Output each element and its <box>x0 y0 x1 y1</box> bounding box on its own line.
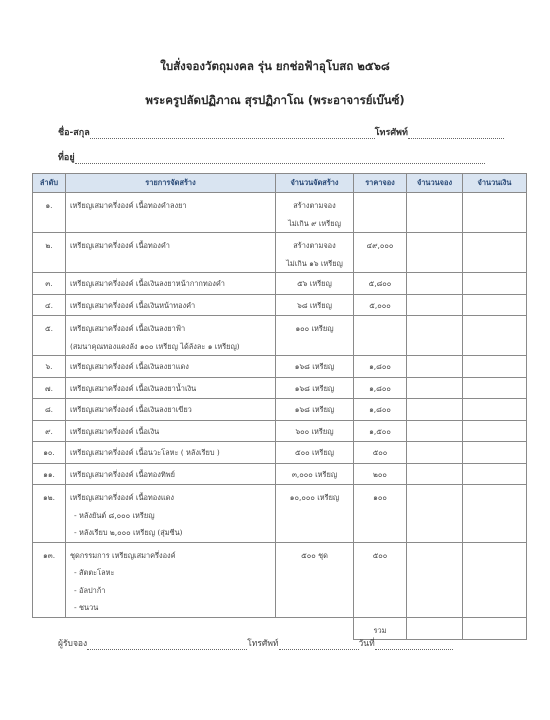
table-row <box>33 294 527 316</box>
row-number <box>33 420 66 442</box>
row-item-line: เหรียญเสมาครึ่งองค์ เนื้อเงินหน้าทองคำ <box>70 300 196 310</box>
row-quantity <box>276 233 354 273</box>
row-number <box>33 463 66 485</box>
row-amount-cell[interactable] <box>463 316 527 356</box>
row-quantity <box>276 294 354 316</box>
row-price <box>354 442 407 464</box>
row-number-text: ๑๓. <box>42 550 56 560</box>
row-item <box>66 542 276 617</box>
table-row <box>33 356 527 378</box>
row-item-line: - หลังเรียบ ๒,๐๐๐ เหรียญ (สุ่มซีน) <box>74 528 183 537</box>
row-item-line: - สัตตะโลหะ <box>74 568 115 577</box>
row-quantity-line: ๕๐๐ เหรียญ <box>295 448 334 457</box>
address-label: ที่อยู่ <box>58 153 75 163</box>
row-item <box>66 463 276 485</box>
row-quantity <box>276 399 354 421</box>
row-quantity-line: ๑๖๘ เหรียญ <box>294 362 335 371</box>
table-row <box>33 233 527 273</box>
table-row <box>33 442 527 464</box>
row-quantity-line: ไม่เกิน ๙ เหรียญ <box>288 218 341 228</box>
row-amount-cell[interactable] <box>463 542 527 617</box>
row-quantity <box>276 485 354 543</box>
row-price <box>354 356 407 378</box>
row-quantity-line: ๑๖๘ เหรียญ <box>294 383 335 393</box>
row-order-qty-cell[interactable] <box>407 273 463 295</box>
row-item-line: - ชนวน <box>74 603 99 612</box>
table-row <box>33 399 527 421</box>
row-item-line: เหรียญเสมาครึ่งองค์ เนื้อทองคำลงยา <box>70 201 187 210</box>
footer-row <box>58 636 453 650</box>
receiver-field[interactable] <box>87 640 247 650</box>
row-amount-cell[interactable] <box>463 463 527 485</box>
row-price <box>354 463 407 485</box>
row-order-qty-cell[interactable] <box>407 542 463 617</box>
row-quantity <box>276 377 354 399</box>
table-row <box>33 542 527 617</box>
row-number <box>33 399 66 421</box>
row-price-text: ๕๐๐ <box>372 448 388 457</box>
row-number-text: ๓. <box>45 279 53 288</box>
page-title: ใบสั่งจองวัตถุมงคล รุ่น ยกช่อฟ้าอุโบสถ ๒๕๖๘ <box>160 59 390 73</box>
row-order-qty-cell[interactable] <box>407 442 463 464</box>
total-amount-cell[interactable] <box>463 617 527 640</box>
row-number <box>33 193 66 233</box>
row-quantity <box>276 420 354 442</box>
row-number <box>33 542 66 617</box>
row-quantity-line: ๓,๐๐๐ เหรียญ <box>291 469 338 479</box>
row-item-line: (สมนาคุณทองแดงลัง ๑๐๐ เหรียญ ได้ลังละ ๑ เหรียญ) <box>70 341 240 351</box>
row-number-text: ๗. <box>45 383 53 393</box>
row-amount-cell[interactable] <box>463 377 527 399</box>
row-quantity-line: ๑๖๘ เหรียญ <box>294 405 335 414</box>
row-item <box>66 485 276 543</box>
row-order-qty-cell[interactable] <box>407 420 463 442</box>
row-quantity <box>276 316 354 356</box>
address-row <box>58 150 485 164</box>
row-amount-cell[interactable] <box>463 485 527 543</box>
row-amount-cell[interactable] <box>463 356 527 378</box>
row-price-text: ๕,๐๐๐ <box>369 300 391 310</box>
row-amount-cell[interactable] <box>463 233 527 273</box>
row-amount-cell[interactable] <box>463 442 527 464</box>
row-quantity <box>276 273 354 295</box>
row-order-qty-cell[interactable] <box>407 485 463 543</box>
row-number <box>33 294 66 316</box>
row-order-qty-cell[interactable] <box>407 399 463 421</box>
row-price <box>354 420 407 442</box>
row-number <box>33 485 66 543</box>
row-item-line: ชุดกรรมการ เหรียญเสมาครึ่งองค์ <box>70 550 176 560</box>
row-price <box>354 273 407 295</box>
row-price-text: ๒๐๐ <box>373 469 387 479</box>
row-number <box>33 273 66 295</box>
row-number <box>33 233 66 273</box>
row-number-text: ๑๐. <box>43 448 55 457</box>
row-price <box>354 399 407 421</box>
row-price <box>354 294 407 316</box>
row-order-qty-cell[interactable] <box>407 377 463 399</box>
table-row <box>33 316 527 356</box>
row-item <box>66 377 276 399</box>
phone-field[interactable] <box>408 129 504 139</box>
row-item-line: เหรียญเสมาครึ่งองค์ เนื้อทองทิพย์ <box>70 469 175 479</box>
row-amount-cell[interactable] <box>463 399 527 421</box>
row-quantity <box>276 463 354 485</box>
row-item-line: เหรียญเสมาครึ่งองค์ เนื้อทองแดง <box>70 493 175 502</box>
row-price <box>354 233 407 273</box>
row-number-text: ๕. <box>45 324 53 333</box>
row-price-text: ๑,๘๐๐ <box>369 383 391 393</box>
table-row <box>33 377 527 399</box>
order-table <box>32 173 527 640</box>
row-item-line: เหรียญเสมาครึ่งองค์ เนื้อเงินลงยาฟ้า <box>70 324 186 333</box>
col-header-item: รายการจัดสร้าง <box>66 174 276 193</box>
row-item <box>66 233 276 273</box>
row-quantity-line: ๑๐,๐๐๐ เหรียญ <box>289 493 340 502</box>
row-item <box>66 316 276 356</box>
row-quantity-line: ๕๖ เหรียญ <box>297 279 332 288</box>
row-order-qty-cell[interactable] <box>407 294 463 316</box>
row-price <box>354 193 407 233</box>
col-header-qty: จำนวนจัดสร้าง <box>276 174 354 193</box>
row-price-text: ๑,๘๐๐ <box>369 362 391 371</box>
row-price <box>354 485 407 543</box>
row-price-text: ๑,๕๐๐ <box>369 426 391 436</box>
row-number-text: ๑๑. <box>43 469 55 479</box>
row-item-line: เหรียญเสมาครึ่งองค์ เนื้อเงินลงยาแดง <box>70 362 189 371</box>
row-item-line: เหรียญเสมาครึ่งองค์ เนื้อเงิน <box>70 426 160 436</box>
row-price <box>354 377 407 399</box>
row-item-line: - อัลปาก้า <box>74 585 106 595</box>
row-item-line: - หลังยันต์ ๘,๐๐๐ เหรียญ <box>74 510 155 520</box>
row-amount-cell[interactable] <box>463 193 527 233</box>
row-number-text: ๒. <box>45 241 53 250</box>
table-row <box>33 420 527 442</box>
row-price <box>354 316 407 356</box>
date-field[interactable] <box>375 640 453 650</box>
row-price <box>354 542 407 617</box>
name-row <box>58 125 504 139</box>
row-order-qty-cell[interactable] <box>407 193 463 233</box>
row-item <box>66 356 276 378</box>
row-item <box>66 294 276 316</box>
row-item <box>66 193 276 233</box>
row-amount-cell[interactable] <box>463 294 527 316</box>
row-quantity <box>276 356 354 378</box>
row-amount-cell[interactable] <box>463 420 527 442</box>
row-order-qty-cell[interactable] <box>407 356 463 378</box>
row-quantity-line: ๖๘ เหรียญ <box>297 300 332 310</box>
col-header-order-qty: จำนวนจอง <box>407 174 463 193</box>
row-item <box>66 420 276 442</box>
row-quantity-line: ไม่เกิน ๑๖ เหรียญ <box>286 258 343 268</box>
row-price-text: ๔๙,๐๐๐ <box>366 241 394 250</box>
row-number <box>33 316 66 356</box>
row-item-line: เหรียญเสมาครึ่งองค์ เนื้อเงินลงยาน้ำเงิน <box>70 383 197 393</box>
col-header-no: ลำดับ <box>33 174 66 193</box>
col-header-amount: จำนวนเงิน <box>463 174 527 193</box>
date-label: วันที่ <box>358 639 375 649</box>
row-quantity-line: ๖๐๐ เหรียญ <box>295 426 334 436</box>
footer-phone-field[interactable] <box>279 640 359 650</box>
table-row <box>33 273 527 295</box>
receiver-label: ผู้รับจอง <box>58 639 88 649</box>
row-item-line: เหรียญเสมาครึ่งองค์ เนื้อทองคำ <box>70 241 170 250</box>
total-label: รวม <box>354 617 407 640</box>
row-order-qty-cell[interactable] <box>407 463 463 485</box>
col-header-price: ราคาจอง <box>354 174 407 193</box>
row-number-text: ๑. <box>45 201 53 210</box>
row-price-text: ๕๐๐ <box>372 550 388 560</box>
row-item <box>66 399 276 421</box>
row-order-qty-cell[interactable] <box>407 316 463 356</box>
row-price-text: ๕,๘๐๐ <box>368 279 392 288</box>
row-item <box>66 442 276 464</box>
row-item-line: เหรียญเสมาครึ่งองค์ เนื้อเงินลงยาเขียว <box>70 405 192 414</box>
row-number <box>33 377 66 399</box>
table-row <box>33 485 527 543</box>
row-quantity-line: ๑๐๐ เหรียญ <box>295 324 334 333</box>
row-number <box>33 442 66 464</box>
row-quantity <box>276 193 354 233</box>
footer-phone-label: โทรศัพท์ <box>247 639 279 649</box>
row-quantity <box>276 542 354 617</box>
row-item-line: เหรียญเสมาครึ่งองค์ เนื้อนวะโลหะ ( หลังเรียบ ) <box>70 448 220 457</box>
row-quantity-line: สร้างตามจอง <box>293 201 336 210</box>
row-number-text: ๑๒. <box>43 493 55 502</box>
row-price-text: ๑๐๐ <box>373 493 387 502</box>
row-quantity <box>276 442 354 464</box>
row-amount-cell[interactable] <box>463 273 527 295</box>
table-row <box>33 463 527 485</box>
row-quantity-line: ๕๐๐ ชุด <box>301 550 328 560</box>
row-price-text: ๑,๘๐๐ <box>369 405 391 414</box>
table-header-row <box>33 174 527 193</box>
address-field[interactable] <box>75 154 485 164</box>
phone-label: โทรศัพท์ <box>374 128 408 138</box>
row-number <box>33 356 66 378</box>
row-item-line: เหรียญเสมาครึ่งองค์ เนื้อเงินลงยาหน้ากากทองคำ <box>70 279 225 288</box>
name-label: ชื่อ-สกุล <box>58 128 90 138</box>
page-subtitle: พระครูปลัดปฏิภาณ สุรปฏิภาโณ (พระอาจารย์เบ๊นซ์) <box>145 93 405 107</box>
row-number-text: ๙. <box>45 426 53 436</box>
row-number-text: ๖. <box>45 362 53 371</box>
name-field[interactable] <box>90 129 375 139</box>
row-quantity-line: สร้างตามจอง <box>293 241 336 250</box>
row-order-qty-cell[interactable] <box>407 233 463 273</box>
row-item <box>66 273 276 295</box>
row-number-text: ๔. <box>45 300 53 310</box>
row-number-text: ๘. <box>44 405 54 414</box>
table-row <box>33 193 527 233</box>
